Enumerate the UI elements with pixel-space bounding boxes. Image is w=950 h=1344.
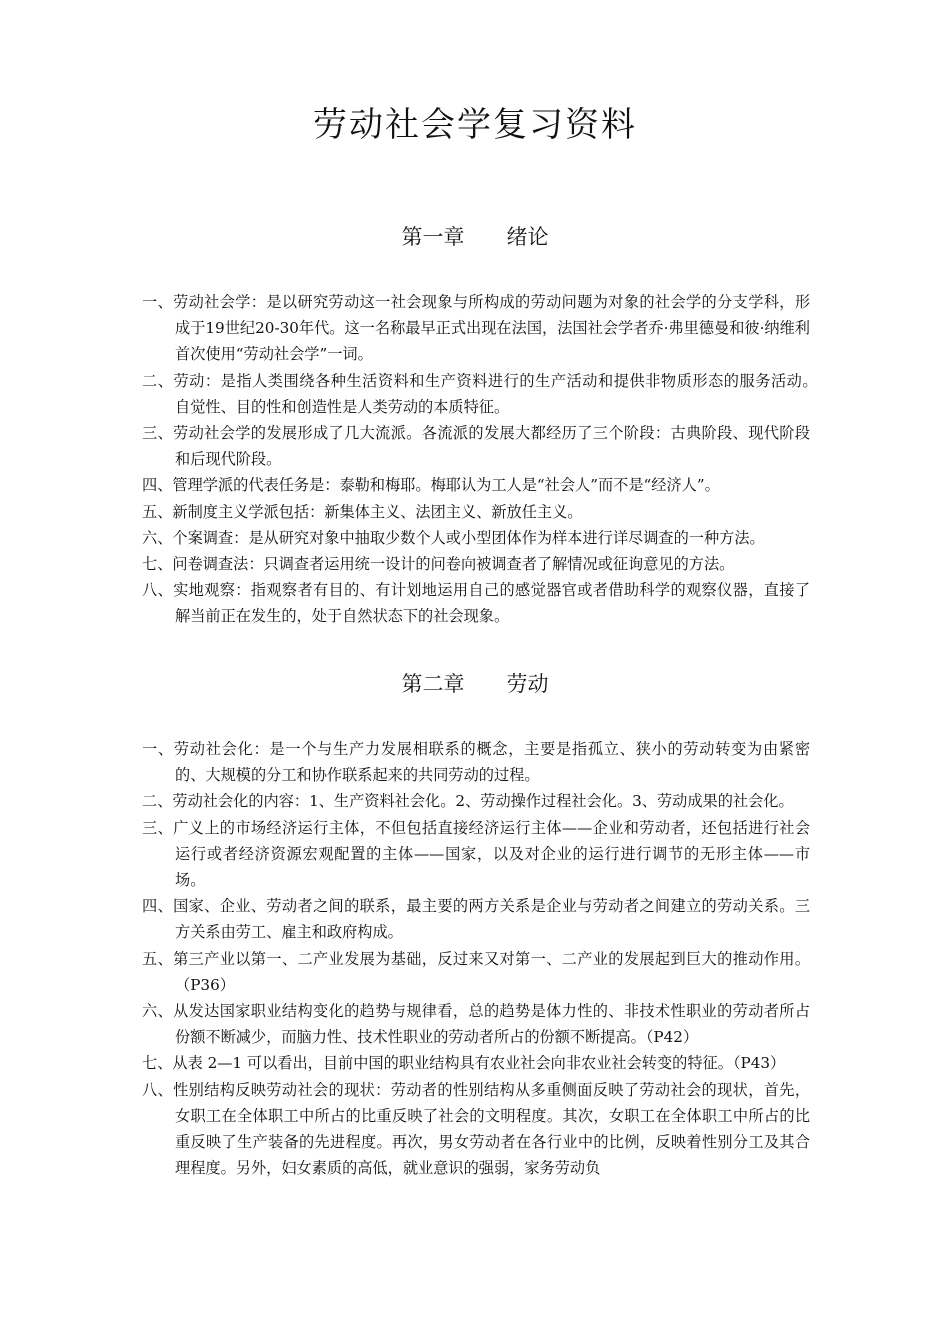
item-marker: 六、 xyxy=(142,528,173,547)
item-marker: 一、 xyxy=(142,740,174,758)
item-text: 劳动社会学的发展形成了几大流派。各流派的发展大都经历了三个阶段：古典阶段、现代阶段和后现代阶段。 xyxy=(173,424,811,469)
item-marker: 八、 xyxy=(142,1080,174,1099)
item-text: 管理学派的代表任务是：泰勒和梅耶。梅耶认为工人是“社会人”而不是“经济人”。 xyxy=(172,476,720,495)
item-marker: 七、 xyxy=(142,555,173,574)
item-text: 从发达国家职业结构变化的趋势与规律看，总的趋势是体力性的、非技术性职业的劳动者所占份额不断减少，而脑力性、技术性职业的劳动者所占的份额不断提高。（P42） xyxy=(173,1002,811,1047)
item-text: 性别结构反映劳动社会的现状：劳动者的性别结构从多重侧面反映了劳动社会的现状，首先，女职工在全体职工中所占的比重反映了社会的文明程度。其次，女职工在全体职工中所占的比重反映了生产装备的先进程度。再次，男女劳动者在各行业中的比例，反映着性别分工及其合理程度。另外，妇女素质的高低，就业意识的强弱，家务劳动负 xyxy=(173,1080,811,1178)
list-item xyxy=(142,420,810,472)
list-item xyxy=(142,893,810,945)
item-marker: 二、 xyxy=(142,371,174,390)
item-text: 劳动社会学：是以研究劳动这一社会现象与所构成的劳动问题为对象的社会学的分支学科，形成于19世纪20-30年代。这一名称最早正式出现在法国，法国社会学者乔·弗里德曼和彼·纳维利首次使用“劳动社会学”一词。 xyxy=(173,293,811,364)
chapter-1-title: 第一章 绪论 xyxy=(401,225,549,249)
item-marker: 四、 xyxy=(142,476,173,495)
item-marker: 三、 xyxy=(142,424,174,443)
list-item xyxy=(142,946,810,998)
item-text: 新制度主义学派包括：新集体主义、法团主义、新放任主义。 xyxy=(172,502,583,521)
list-item xyxy=(142,577,810,629)
item-marker: 五、 xyxy=(142,502,173,521)
item-marker: 五、 xyxy=(142,949,174,968)
list-item xyxy=(142,736,810,788)
list-item xyxy=(142,472,810,498)
item-text: 从表 2—1 可以看出，目前中国的职业结构具有农业社会向非农业社会转变的特征。（P43） xyxy=(172,1054,786,1073)
list-item xyxy=(142,289,810,368)
item-marker: 六、 xyxy=(142,1002,174,1021)
item-text: 实地观察：指观察者有目的、有计划地运用自己的感觉器官或者借助科学的观察仪器，直接了解当前正在发生的，处于自然状态下的社会现象。 xyxy=(173,581,811,626)
chapter-2-list xyxy=(142,736,810,1181)
document-title: 劳动社会学复习资料 xyxy=(313,105,637,145)
item-text: 国家、企业、劳动者之间的联系，最主要的两方关系是企业与劳动者之间建立的劳动关系。三方关系由劳工、雇主和政府构成。 xyxy=(173,897,811,942)
item-text: 广义上的市场经济运行主体，不但包括直接经济运行主体——企业和劳动者，还包括进行社会运行或者经济资源宏观配置的主体——国家，以及对企业的运行进行调节的无形主体——市场。 xyxy=(173,818,811,890)
item-marker: 三、 xyxy=(142,818,174,837)
list-item xyxy=(142,1077,810,1182)
list-item xyxy=(142,499,810,525)
list-item xyxy=(142,525,810,551)
list-item xyxy=(142,1050,810,1076)
item-text: 问卷调查法：只调查者运用统一设计的问卷向被调查者了解情况或征询意见的方法。 xyxy=(172,555,735,574)
item-marker: 四、 xyxy=(142,897,174,916)
item-text: 劳动社会化的内容：1、生产资料社会化。2、劳动操作过程社会化。3、劳动成果的社会化。 xyxy=(172,792,794,811)
chapter-1-list xyxy=(142,289,826,630)
item-text: 劳动社会化：是一个与生产力发展相联系的概念，主要是指孤立、狭小的劳动转变为由紧密的、大规模的分工和协作联系起来的共同劳动的过程。 xyxy=(173,740,811,785)
item-text: 个案调查：是从研究对象中抽取少数个人或小型团体作为样本进行详尽调查的一种方法。 xyxy=(172,528,765,547)
item-marker: 二、 xyxy=(142,792,173,811)
item-marker: 一、 xyxy=(142,293,174,311)
list-item xyxy=(142,551,810,577)
item-marker: 七、 xyxy=(142,1054,173,1073)
item-text: 第三产业以第一、二产业发展为基础，反过来又对第一、二产业的发展起到巨大的推动作用。（P36） xyxy=(173,949,811,994)
list-item xyxy=(142,815,810,894)
item-text: 劳动：是指人类围绕各种生活资料和生产资料进行的生产活动和提供非物质形态的服务活动。 自觉性、目的性和创造性是人类劳动的本质特征。 xyxy=(173,371,826,416)
list-item xyxy=(142,368,826,420)
item-marker: 八、 xyxy=(142,581,174,600)
chapter-2-title: 第二章 劳动 xyxy=(401,672,549,696)
list-item xyxy=(142,788,810,814)
list-item xyxy=(142,998,810,1050)
